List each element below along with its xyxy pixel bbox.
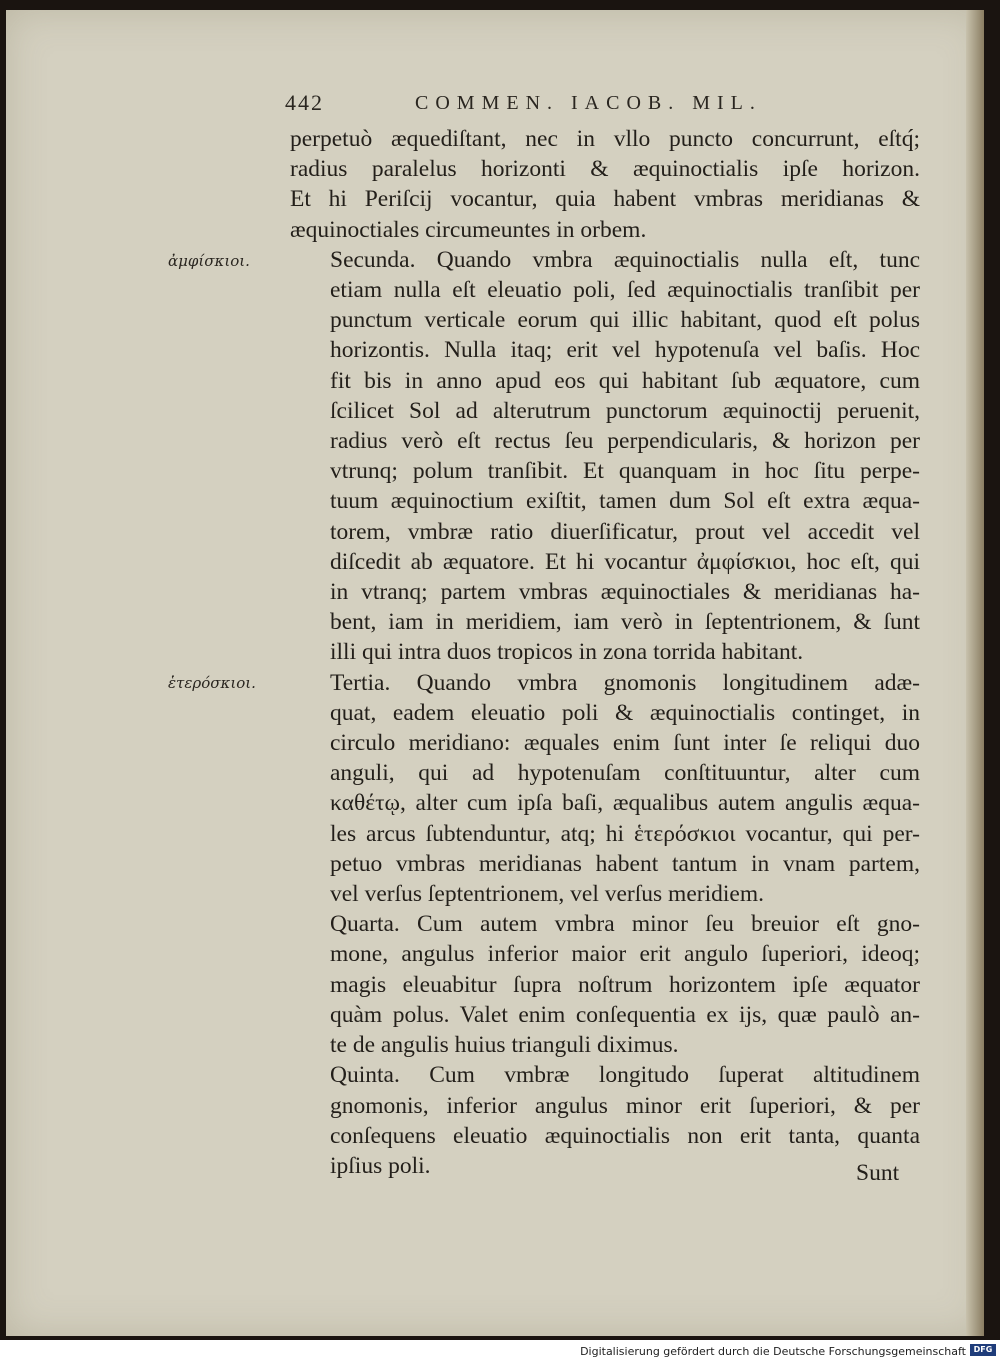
main-text <box>290 124 920 1181</box>
margin-note-amphiscii: ἀμφίσκιοι. <box>168 252 250 270</box>
page-number: 442 <box>285 90 324 115</box>
text-line: Tertia. Quando vmbra gnomonis longitudinem adæ- <box>330 669 920 696</box>
text-line: anguli, qui ad hypotenuſam conſtituuntur, alter cum <box>330 760 920 787</box>
text-line: conſequens eleuatio æquinoctialis non erit tanta, quanta <box>330 1122 920 1149</box>
text-line: gnomonis, inferior angulus minor erit ſuperiori, & per <box>330 1092 920 1119</box>
text-line: tuum æquinoctium exiſtit, tamen dum Sol eſt extra æqua- <box>330 488 920 515</box>
text-line: quàm polus. Valet enim conſequentia ex ijs, quæ paulò an- <box>330 1001 920 1028</box>
text-line: Quarta. Cum autem vmbra minor ſeu breuior eſt gno- <box>330 911 920 938</box>
paragraph <box>290 909 920 1060</box>
text-line: vtrunq; polum tranſibit. Et quanquam in hoc ſitu perpe- <box>330 458 920 485</box>
text-line: Quinta. Cum vmbræ longitudo ſuperat altitudinem <box>330 1062 920 1089</box>
text-line: Secunda. Quando vmbra æquinoctialis nulla eſt, tunc <box>330 246 920 273</box>
text-line: perpetuò æquediſtant, nec in vllo puncto concurrunt, eſtq́; <box>290 126 920 152</box>
text-line: ipſius poli. <box>330 1152 431 1179</box>
running-title: COMMEN. IACOB. MIL. <box>415 92 762 114</box>
text-line: les arcus ſubtenduntur, atq; hi ἑτερόσκιοι vocantur, qui per- <box>330 820 920 847</box>
paragraph <box>290 1060 920 1181</box>
text-line: diſcedit ab æquatore. Et hi vocantur ἀμφίσκιοι, hoc eſt, qui <box>330 548 920 575</box>
text-line: Et hi Periſcij vocantur, quia habent vmbras meridianas & <box>290 186 920 213</box>
footer-credit: Digitalisierung gefördert durch die Deutsche Forschungsgemeinschaft <box>580 1345 966 1358</box>
text-line: bent, iam in meridiem, iam verò in ſeptentrionem, & ſunt <box>330 609 920 636</box>
text-line: illi qui intra duos tropicos in zona torrida habitant. <box>330 639 804 666</box>
paragraph <box>290 124 920 245</box>
text-line: punctum verticale eorum qui illic habitant, quod eſt polus <box>330 307 920 334</box>
text-line: horizontis. Nulla itaq; erit vel hypotenuſa vel baſis. Hoc <box>330 337 920 364</box>
text-line: te de angulis huius trianguli diximus. <box>330 1032 679 1059</box>
text-line: radius paralelus horizonti & æquinoctialis ipſe horizon. <box>290 156 920 183</box>
page-edge <box>966 10 984 1336</box>
text-line: vel verſus ſeptentrionem, vel verſus meridiem. <box>330 881 764 908</box>
text-line: quat, eadem eleuatio poli & æquinoctialis continget, in <box>330 699 920 726</box>
text-line: magis eleuabitur ſupra noſtrum horizontem ipſe æquator <box>330 971 920 998</box>
paragraph <box>290 245 920 668</box>
text-line: mone, angulus inferior maior erit angulo ſuperiori, ideoq; <box>330 941 920 968</box>
text-line: æquinoctiales circumeuntes in orbem. <box>290 216 647 243</box>
text-line: in vtranq; partem vmbras æquinoctiales & meridianas ha- <box>330 579 920 606</box>
text-line: καθέτῳ, alter cum ipſa baſi, æqualibus autem angulis æqua- <box>330 790 920 817</box>
text-line: petuo vmbras meridianas habent tantum in vnam partem, <box>330 850 920 877</box>
margin-note-heteroscii: ἑτερόσκιοι. <box>168 674 256 692</box>
text-line: torem, vmbræ ratio diuerſificatur, prout vel accedit vel <box>330 518 920 545</box>
text-line: circulo meridiano: æquales enim ſunt inter ſe reliqui duo <box>330 730 920 757</box>
text-line: fit bis in anno apud eos qui habitant ſub æquatore, cum <box>330 367 920 394</box>
text-line: ſcilicet Sol ad alterutrum punctorum æquinoctij peruenit, <box>330 397 920 424</box>
dfg-logo: DFG <box>970 1344 996 1356</box>
paragraph <box>290 668 920 910</box>
footer-bar <box>0 1340 1000 1362</box>
running-header <box>285 90 925 120</box>
text-line: etiam nulla eſt eleuatio poli, ſed æquinoctialis tranſibit per <box>330 277 920 304</box>
text-line: radius verò eſt rectus ſeu perpendicularis, & horizon per <box>330 428 920 455</box>
catchword: Sunt <box>856 1160 900 1186</box>
